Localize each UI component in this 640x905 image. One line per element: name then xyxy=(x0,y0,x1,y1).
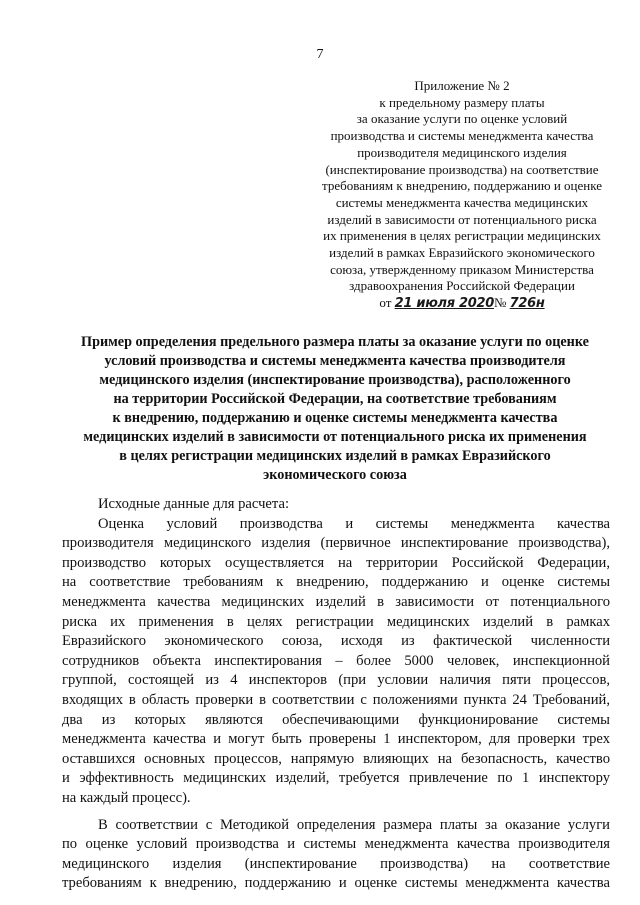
paragraph-line: В соответствии с Методикой определения размера платы за оказание услуги xyxy=(98,816,610,833)
paragraph-line: менеджмента качества и могут быть проверены 1 инспектором, для проверки трех xyxy=(62,731,610,748)
title-line: в целях регистрации медицинских изделий в рамках Евразийского xyxy=(119,448,551,464)
appendix-line: системы менеджмента качества медицинских xyxy=(335,194,589,210)
appendix-line: здравоохранения Российской Федерации xyxy=(349,278,575,294)
appendix-line: изделий в рамках Евразийского экономического xyxy=(329,245,595,261)
document-title xyxy=(58,333,612,485)
title-line: экономического союза xyxy=(263,467,407,483)
order-date-number-line xyxy=(316,295,608,313)
source-data-heading: Исходные данные для расчета: xyxy=(98,496,289,512)
paragraph-line: два из которых являются обеспечивающими функционирование системы xyxy=(62,711,610,728)
title-line: Пример определения предельного размера платы за оказание услуги по оценке xyxy=(81,334,589,350)
document-body xyxy=(62,495,610,894)
paragraph-line: производство которых осуществляется на территории Российской Федерации, xyxy=(62,554,610,571)
paragraph-line: группой, состоящей из 4 инспекторов (при условии наличия пяти процессов, xyxy=(62,672,610,689)
page-number: 7 xyxy=(316,47,324,62)
paragraph-methodology xyxy=(62,816,610,894)
appendix-line: производства и системы менеджмента качества xyxy=(330,128,594,144)
paragraph-line: на каждый процесс). xyxy=(62,789,191,806)
paragraph-line: на соответствие требованиям к внедрению, поддержанию и оценке системы xyxy=(62,574,610,591)
title-line: к внедрению, поддержанию и оценке системы менеджмента качества xyxy=(112,410,558,426)
paragraph-line: по оценке условий производства и системы менеджмента качества производителя xyxy=(62,836,610,853)
title-line: медицинских изделий в зависимости от потенциального риска их применения xyxy=(83,429,587,445)
paragraph-line: Оценка условий производства и системы менеджмента качества xyxy=(98,515,610,532)
paragraph-line: требованиям к внедрению, поддержанию и оценке системы менеджмента качества xyxy=(62,875,610,892)
paragraph-initial-data xyxy=(62,515,610,809)
appendix-line: требованиям к внедрению, поддержанию и оценке xyxy=(322,178,602,194)
date-prefix: от xyxy=(379,295,392,311)
title-line: на территории Российской Федерации, на соответствие требованиям xyxy=(113,391,557,407)
paragraph-line: медицинского изделия (инспектирование производства) на соответствие xyxy=(62,855,610,872)
handwritten-date: 21 июля 2020 xyxy=(394,296,495,312)
title-line: медицинского изделия (инспектирование производства), расположенного xyxy=(99,372,571,388)
paragraph-line: сотрудников объекта инспектирования – более 5000 человек, инспекционной xyxy=(62,652,610,669)
appendix-header xyxy=(316,78,608,313)
appendix-line: (инспектирование производства) на соответствие xyxy=(325,161,599,177)
appendix-line: союза, утвержденному приказом Министерства xyxy=(330,261,594,277)
appendix-line: за оказание услуги по оценке условий xyxy=(356,111,568,127)
appendix-line: к предельному размеру платы xyxy=(379,94,545,110)
paragraph-line: производителя медицинского изделия (первичное инспектирование производства), xyxy=(62,535,610,552)
paragraph-line: риска их применения в целях регистрации медицинских изделий в рамках xyxy=(62,613,610,630)
appendix-line: Приложение № 2 xyxy=(414,78,510,93)
paragraph-line: Евразийского экономического союза, исходя из фактической численности xyxy=(62,633,610,650)
paragraph-line: менеджмента качества медицинских изделий в зависимости от потенциального xyxy=(62,593,610,610)
handwritten-order-number: 726н xyxy=(509,296,545,312)
appendix-line: производителя медицинского изделия xyxy=(357,144,567,160)
title-line: условий производства и системы менеджмента качества производителя xyxy=(104,353,566,369)
paragraph-line: оставшихся основных процессов, напрямую влияющих на безопасность, качество xyxy=(62,750,610,767)
paragraph-line: и эффективность медицинских изделий, требуется привлечение по 1 инспектору xyxy=(62,770,610,787)
appendix-line: их применения в целях регистрации медицинских xyxy=(323,228,601,244)
appendix-line: изделий в зависимости от потенциального риска xyxy=(327,211,597,227)
number-prefix: № xyxy=(494,295,507,311)
paragraph-line: входящих в область проверки в соответствии с положениями пункта 24 Требований, xyxy=(62,691,610,708)
